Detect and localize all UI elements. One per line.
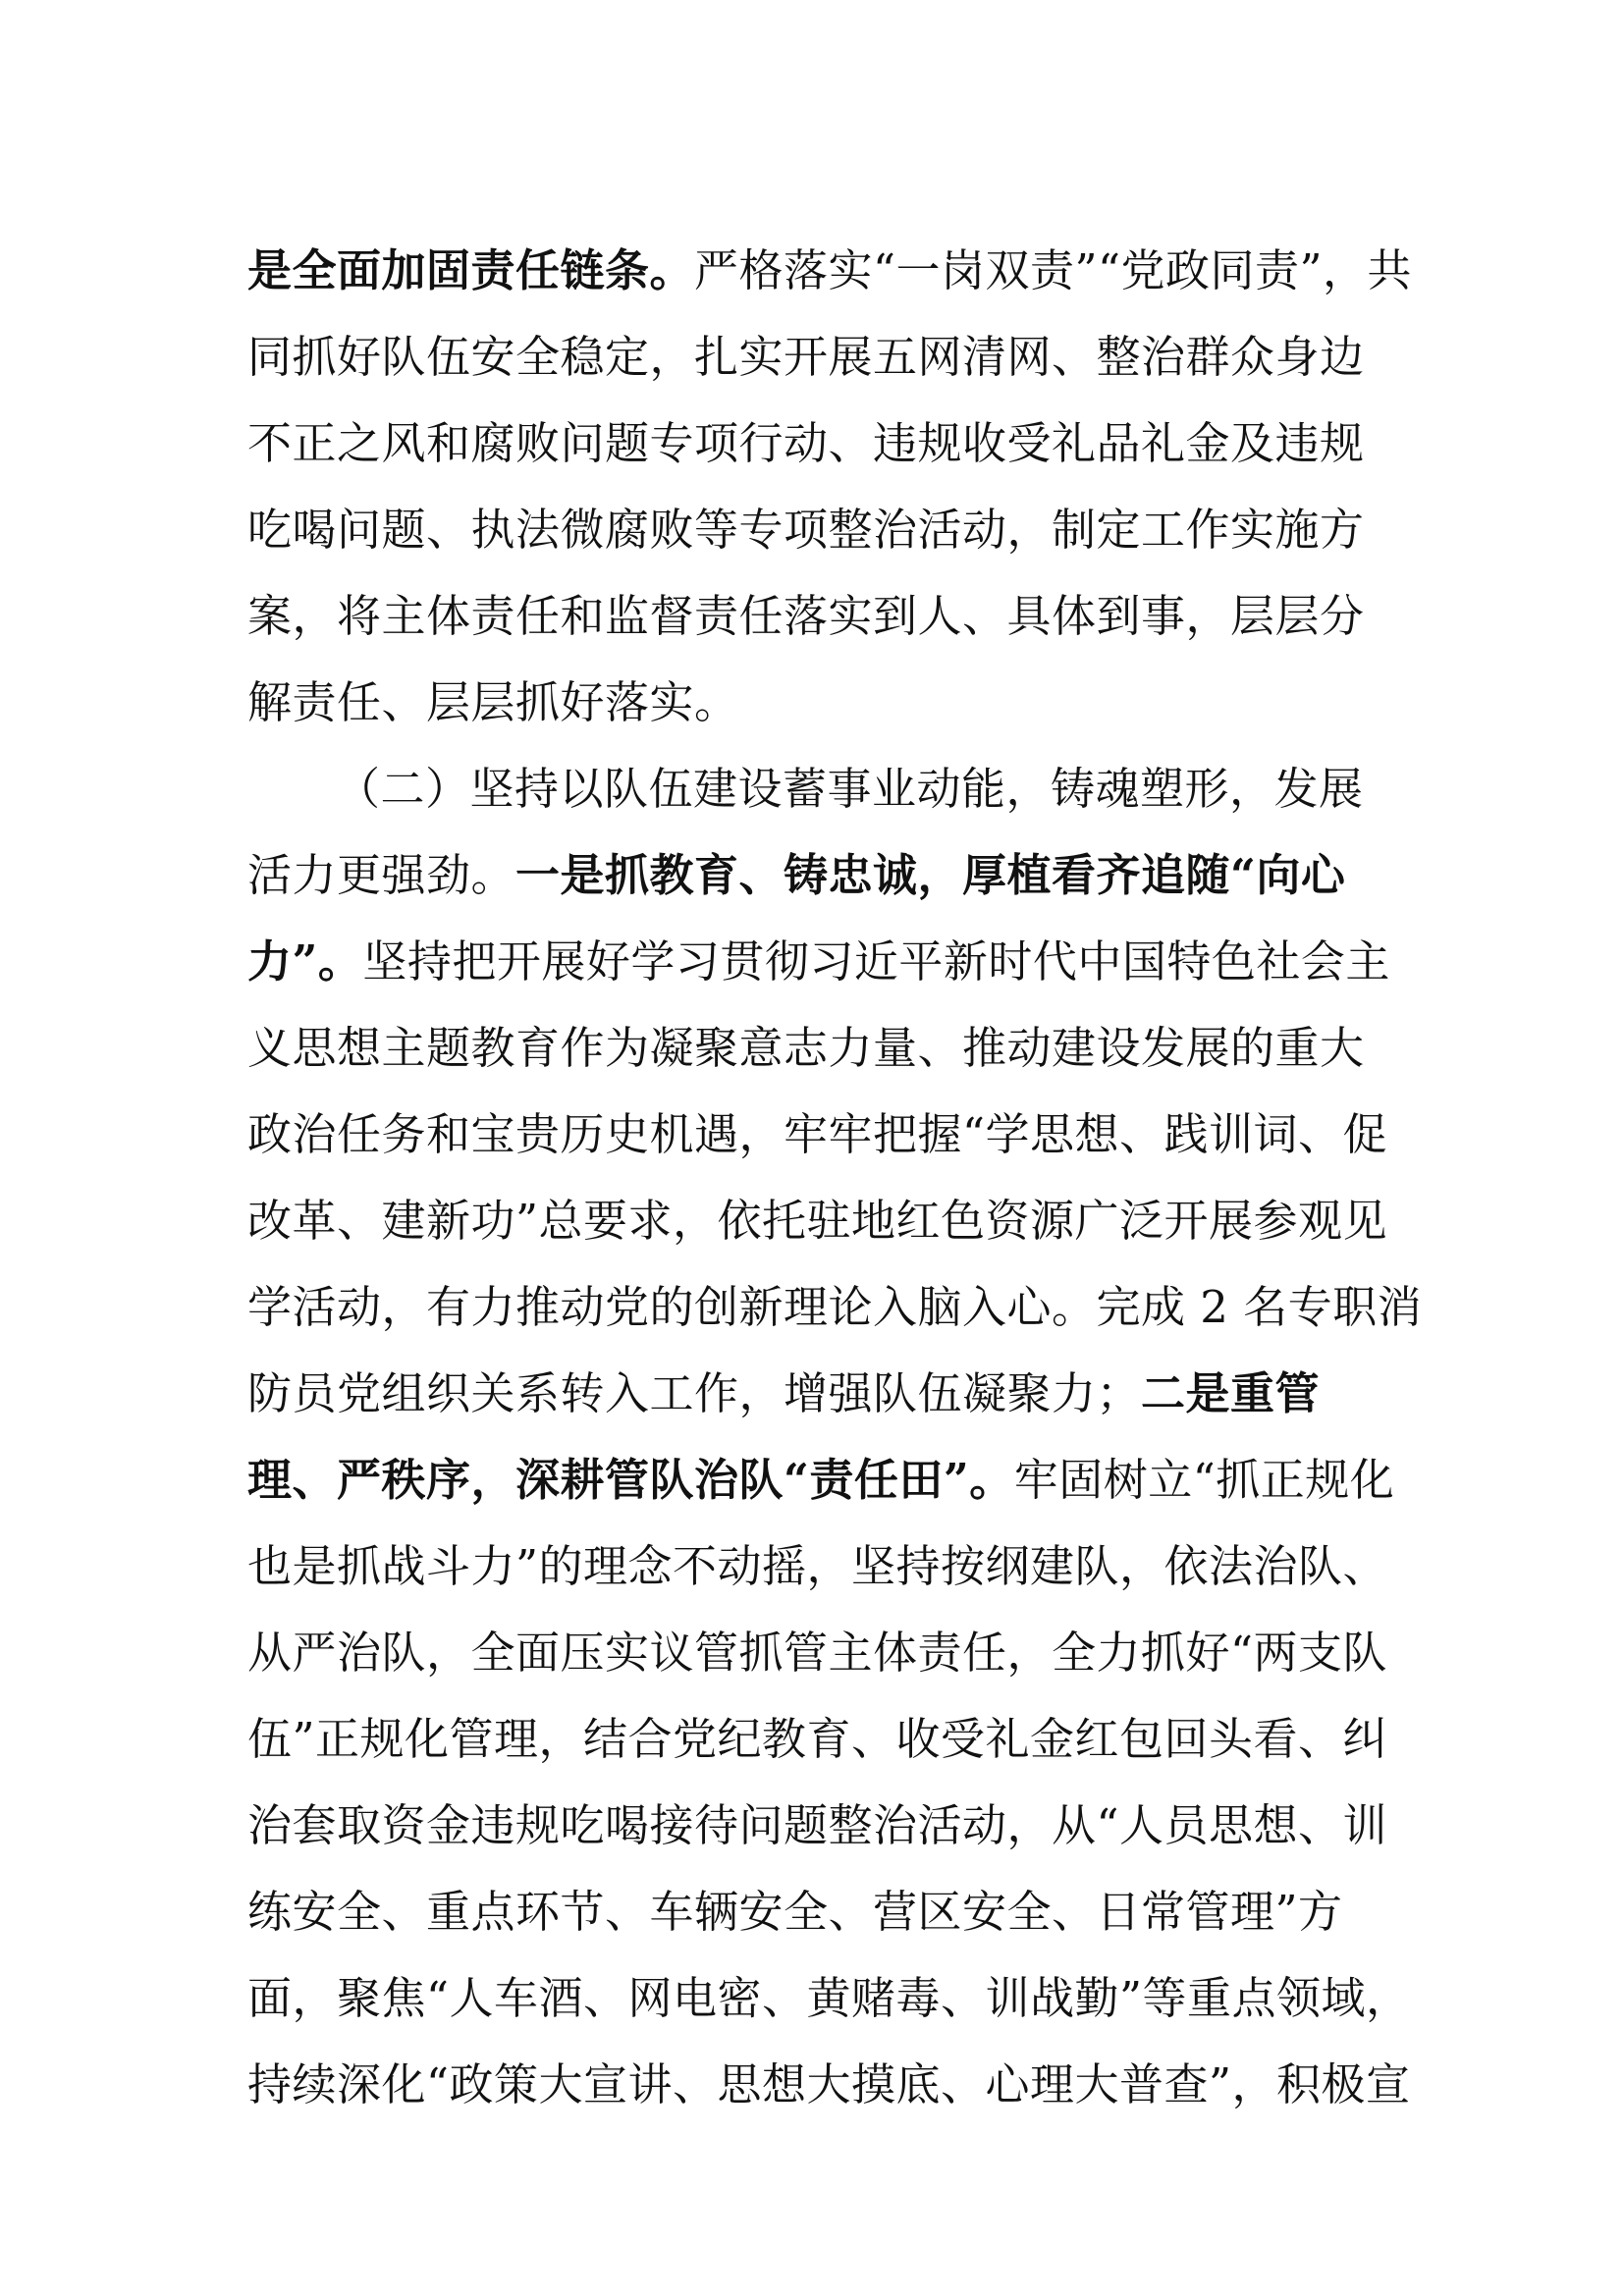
text-line <box>247 1523 1386 1610</box>
text-line <box>247 1351 1386 1437</box>
text-run: 吃喝问题、执法微腐败等专项整治活动，制定工作实施方 <box>247 504 1365 556</box>
text-run: 从严治队，全面压实议管抓管主体责任，全力抓好“两支队 <box>247 1627 1388 1679</box>
text-run: 练安全、重点环节、车辆安全、营区安全、日常管理”方 <box>247 1886 1343 1938</box>
text-line <box>247 400 1386 487</box>
bold-heading: 力”。 <box>247 935 363 988</box>
text-line <box>247 1869 1386 1955</box>
text-line <box>247 228 1413 314</box>
text-run: 坚持把开展好学习贯彻习近平新时代中国特色社会主 <box>362 935 1390 988</box>
text-run: 持续深化“政策大宣讲、思想大摸底、心理大普查”，积极宣 <box>247 2058 1411 2110</box>
text-line <box>247 1437 1395 1523</box>
text-line <box>247 2042 1411 2128</box>
text-run: 防员党组织关系转入工作，增强队伍凝聚力； <box>247 1367 1142 1419</box>
text-run: 改革、建新功”总要求，依托驻地红色资源广泛开展参观见 <box>247 1195 1388 1247</box>
text-run: 不正之风和腐败问题专项行动、违规收受礼品礼金及违规 <box>247 417 1365 469</box>
text-line <box>247 1264 1423 1351</box>
text-line <box>247 660 1386 746</box>
text-line <box>247 573 1386 660</box>
text-run: 解责任、层层抓好落实。 <box>247 676 739 728</box>
text-run: 政治任务和宝贵历史机遇，牢牢把握“学思想、践训词、促 <box>247 1108 1388 1160</box>
text-line <box>247 919 1390 1005</box>
text-line <box>247 1955 1411 2042</box>
text-line <box>247 1092 1386 1178</box>
text-line <box>247 1783 1386 1869</box>
text-line <box>247 487 1386 573</box>
text-run: 活力更强劲。 <box>247 849 516 901</box>
bold-heading: 一是抓教育、铸忠诚，厚植看齐追随“向心 <box>515 849 1346 901</box>
text-line <box>247 1610 1386 1696</box>
text-run: 同抓好队伍安全稳定，扎实开展五网清网、整治群众身边 <box>247 331 1365 383</box>
text-line <box>247 1696 1386 1783</box>
text-run: 严格落实“一岗双责”“党政同责”，共 <box>694 244 1413 296</box>
text-run: 牢固树立“抓正规化 <box>1013 1454 1395 1506</box>
bold-heading: 是全面加固责任链条。 <box>247 244 695 296</box>
text-line <box>247 832 1386 919</box>
text-run: 学活动，有力推动党的创新理论入脑入心。完成 2 名专职消 <box>247 1281 1423 1333</box>
body-text <box>247 228 1423 2128</box>
text-run: 治套取资金违规吃喝接待问题整治活动，从“人员思想、训 <box>247 1799 1388 1851</box>
text-run: 义思想主题教育作为凝聚意志力量、推动建设发展的重大 <box>247 1022 1365 1074</box>
text-line <box>247 314 1386 400</box>
text-run: 伍”正规化管理，结合党纪教育、收受礼金红包回头看、纠 <box>247 1713 1388 1765</box>
text-run: 案，将主体责任和监督责任落实到人、具体到事，层层分 <box>247 590 1365 642</box>
text-line <box>247 1178 1386 1264</box>
text-line <box>247 1005 1386 1092</box>
text-run: 面，聚焦“人车酒、网电密、黄赌毒、训战勤”等重点领域， <box>247 1972 1411 2024</box>
text-run: 也是抓战斗力”的理念不动摇，坚持按纲建队，依法治队、 <box>247 1540 1388 1592</box>
bold-heading: 二是重管 <box>1141 1367 1321 1419</box>
bold-heading: 理、严秩序，深耕管队治队“责任田”。 <box>247 1454 1014 1506</box>
section-heading-line <box>247 746 1386 832</box>
text-run: （二）坚持以队伍建设蓄事业动能，铸魂塑形，发展 <box>336 763 1364 815</box>
